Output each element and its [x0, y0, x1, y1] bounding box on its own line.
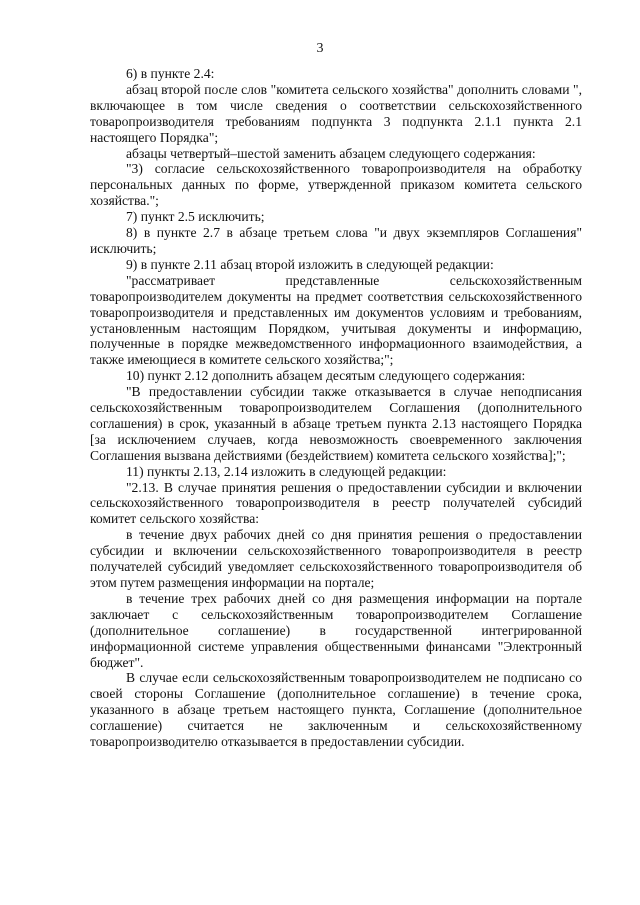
- paragraph-item-11: 11) пункты 2.13, 2.14 изложить в следующей редакции:: [126, 463, 447, 479]
- paragraph-item-10: 10) пункт 2.12 дополнить абзацем десятым следующего содержания:: [126, 368, 526, 384]
- paragraph-item-9: 9) в пункте 2.11 абзац второй изложить в следующей редакции:: [126, 256, 494, 272]
- page-number: 3: [316, 41, 324, 56]
- paragraph-2-13-notify: в течение двух рабочих дней со дня принятия решения о предоставлении субсидии и включении сельскохозяйственного товаропроизводителя в реестр получателей субсидий уведомляет сельскохозяйственного товаропроизводителя об этом путем размещения информации на портале;: [90, 527, 582, 590]
- paragraph-item-7: 7) пункт 2.5 исключить;: [126, 209, 265, 225]
- paragraph-2-4-second: абзац второй после слов "комитета сельского хозяйства" дополнить словами ", включающее в том числе сведения о соответствии сельскохозяйственного товаропроизводителя требованиям подпункта 3 подпункта 2.1.1 пункта 2.1 настоящего Порядка";: [90, 81, 582, 145]
- paragraph-2-13-refusal: В случае если сельскохозяйственным товаропроизводителем не подписано со своей стороны Соглашение (дополнительное соглашение) в течение срока, указанного в абзаце третьем настоящего пункта, Соглашение (дополнительное соглашение) считается не заключенным и сельскохозяйственному товаропроизводителю отказывается в предоставлении субсидии.: [90, 670, 582, 750]
- paragraph-2-11-new-text: "рассматривает представленные сельскохозяйственным товаропроизводителем документы на предмет соответствия сельскохозяйственного товаропроизводителя и представленных им документов условиям и требованиям, установленным настоящим Порядком, учитывая документы и информацию, полученные в порядке межведомственного информационного взаимодействия, а также имеющиеся в комитете сельского хозяйства;";: [90, 272, 582, 368]
- paragraph-item-8: 8) в пункте 2.7 в абзаце третьем слова "и двух экземпляров Соглашения" исключить;: [90, 225, 582, 256]
- paragraph-consent-clause: "3) согласие сельскохозяйственного товаропроизводителя на обработку персональных данных по форме, утвержденной приказом комитета сельского хозяйства.";: [90, 161, 582, 209]
- paragraph-2-4-fourth-sixth: абзацы четвертый–шестой заменить абзацем следующего содержания:: [126, 145, 536, 161]
- document-body: [90, 66, 582, 750]
- paragraph-2-13-intro: "2.13. В случае принятия решения о предоставлении субсидии и включении сельскохозяйственного товаропроизводителя в реестр получателей субсидий комитет сельского хозяйства:: [90, 479, 582, 527]
- paragraph-item-6: 6) в пункте 2.4:: [126, 66, 215, 81]
- paragraph-2-12-new-text: "В предоставлении субсидии также отказывается в случае неподписания сельскохозяйственным товаропроизводителем Соглашения (дополнительного соглашения) в срок, указанный в абзаце третьем пункта 2.13 настоящего Порядка [за исключением случаев, когда невозможность своевременного заключения Соглашения вызвана действиями (бездействием) комитета сельского хозяйства];";: [90, 384, 582, 463]
- paragraph-2-13-agreement: в течение трех рабочих дней со дня размещения информации на портале заключает с сельскохозяйственным товаропроизводителем Соглашение (дополнительное соглашение) в государственной интегрированной информационной системе управления общественными финансами "Электронный бюджет".: [90, 590, 582, 670]
